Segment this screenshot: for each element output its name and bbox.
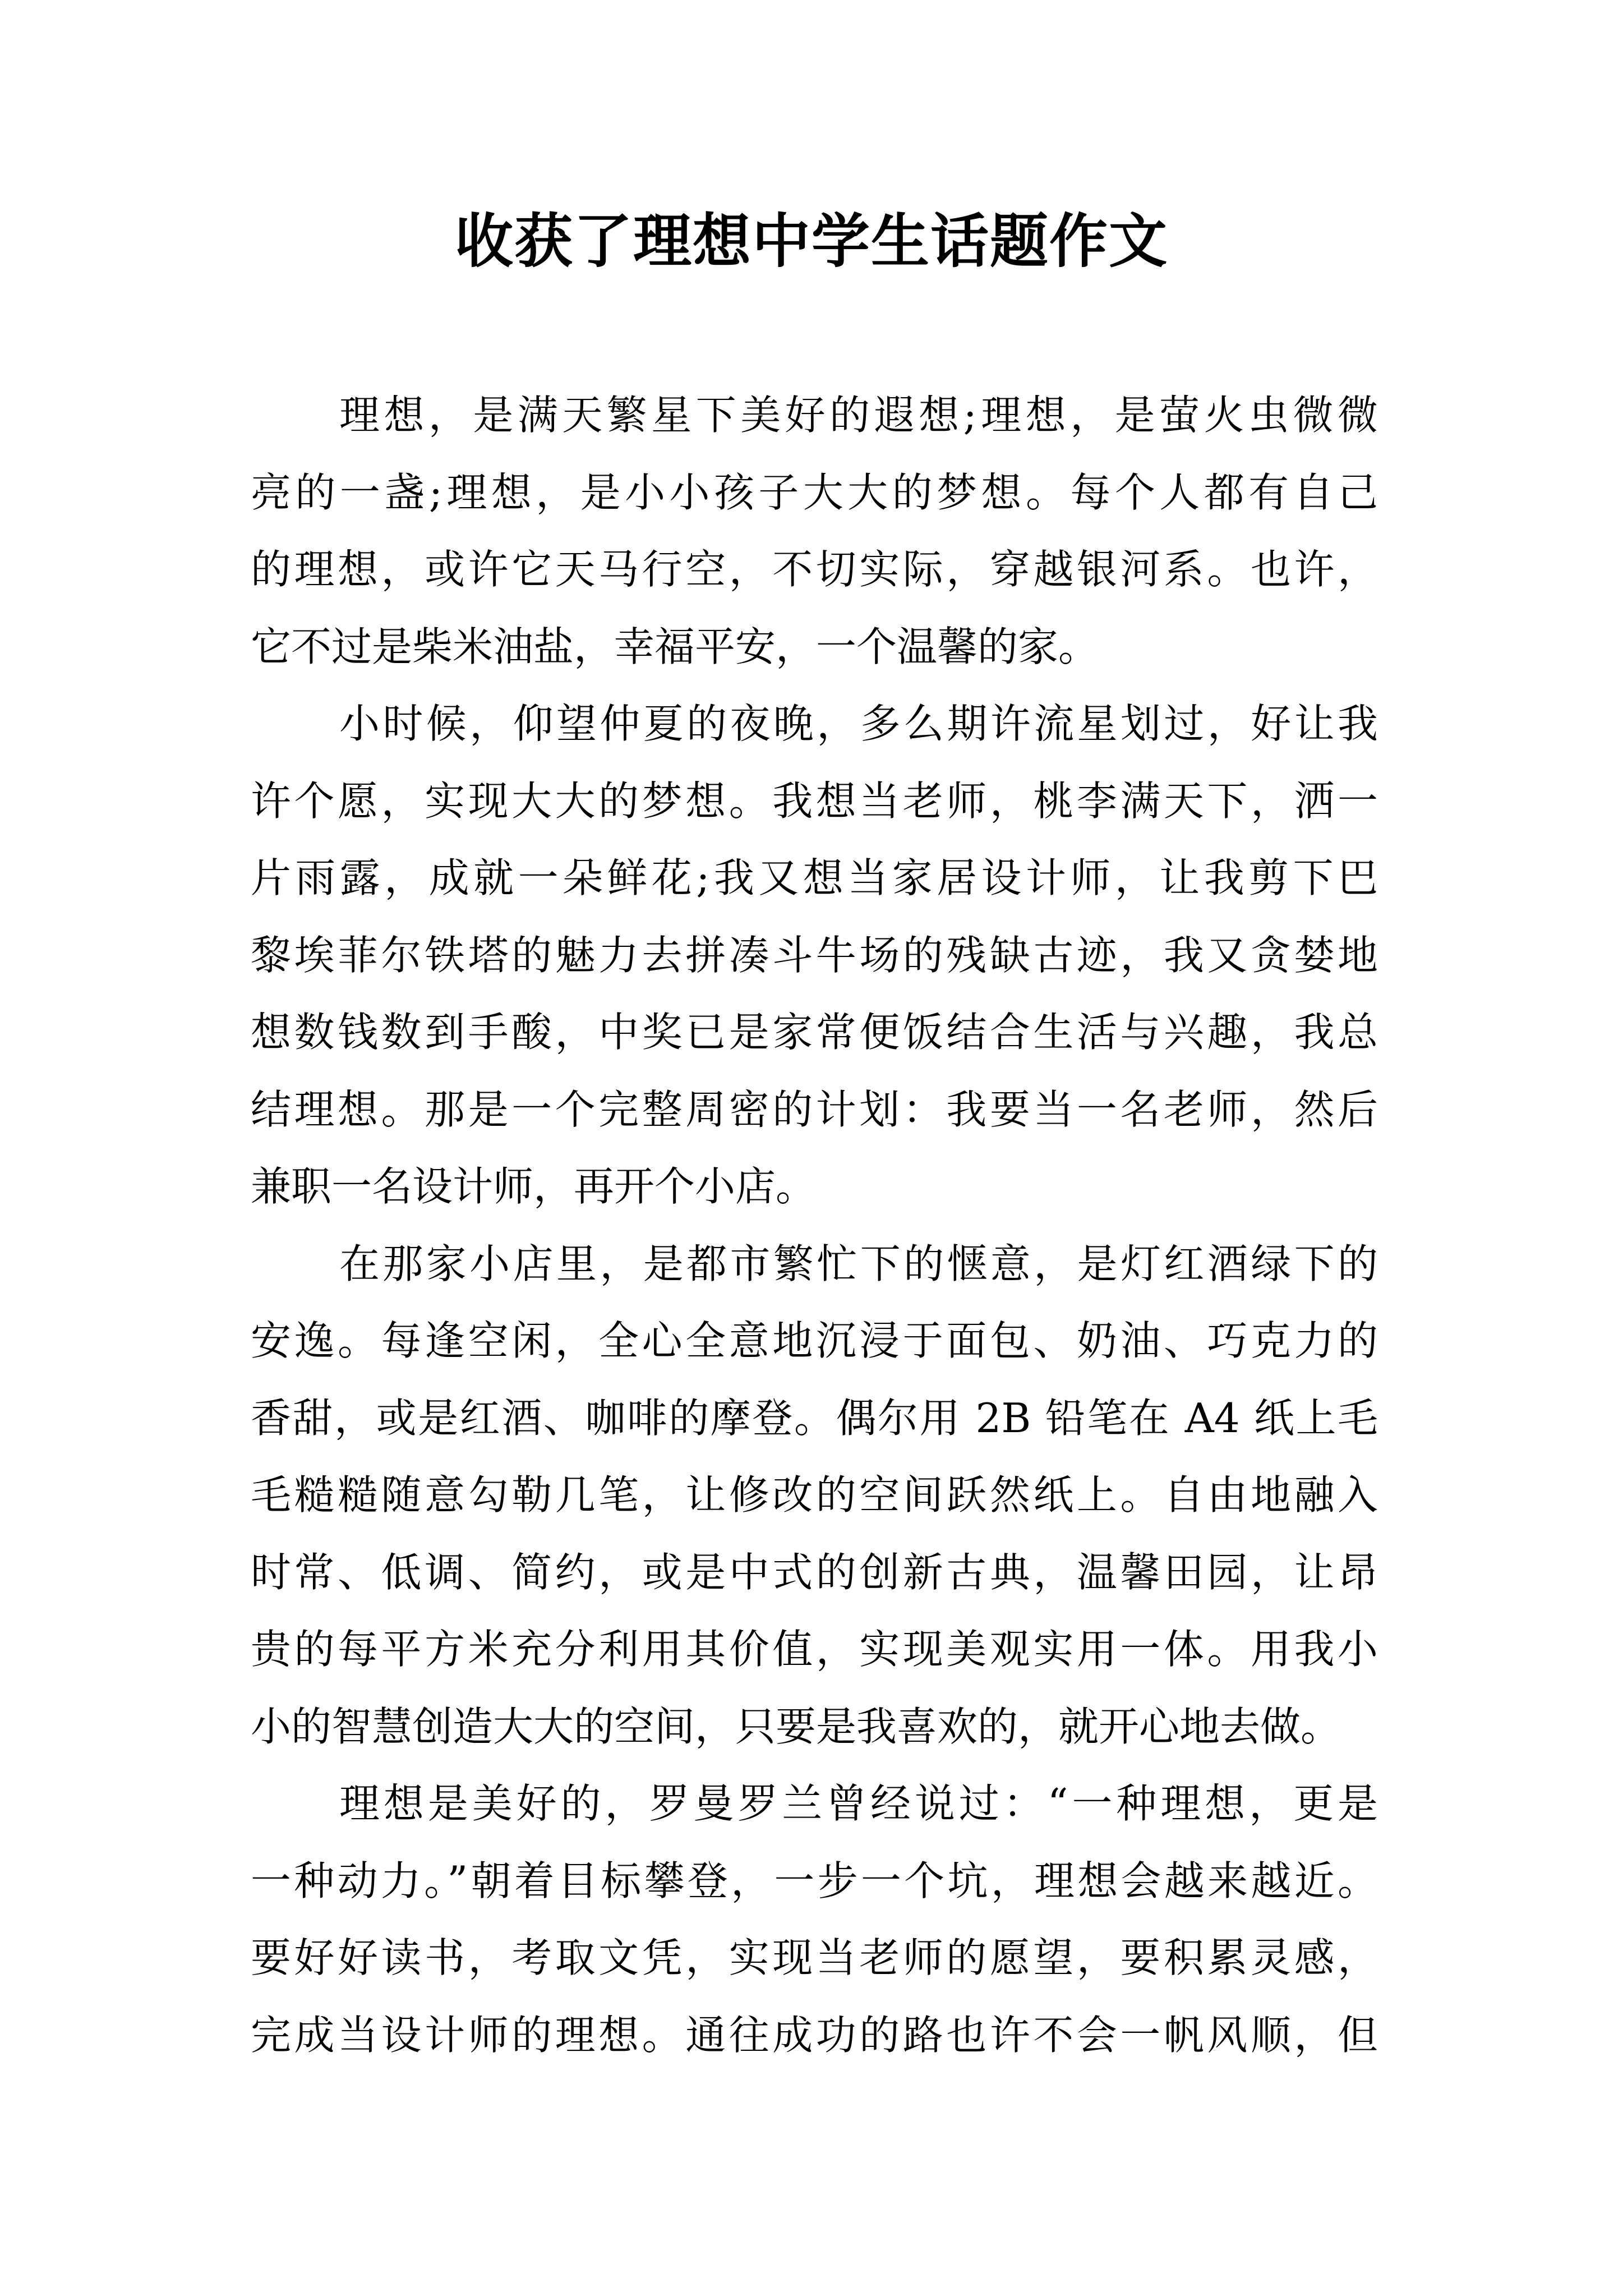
- paragraph-line: 小时候，仰望仲夏的夜晚，多么期许流星划过，好让我: [339, 700, 1378, 747]
- paragraph-line: 时常、低调、简约，或是中式的创新古典，温馨田园，让昂: [251, 1548, 1378, 1596]
- document-body: [251, 377, 1378, 2074]
- paragraph-line: 理想，是满天繁星下美好的遐想;理想，是萤火虫微微: [339, 392, 1378, 439]
- paragraph-line: 亮的一盏;理想，是小小孩子大大的梦想。每个人都有自己: [251, 468, 1378, 516]
- paragraph-line: 完成当设计师的理想。通往成功的路也许不会一帆风顺，但: [251, 2011, 1378, 2059]
- paragraph-line: 贵的每平方米充分利用其价值，实现美观实用一体。用我小: [251, 1626, 1378, 1673]
- paragraph-line: 香甜，或是红酒、咖啡的摩登。偶尔用 2B 铅笔在 A4 纸上毛: [251, 1394, 1378, 1442]
- paragraph-line: 许个愿，实现大大的梦想。我想当老师，桃李满天下，洒一: [251, 777, 1378, 825]
- paragraph-line: 在那家小店里，是都市繁忙下的惬意，是灯红酒绿下的: [339, 1240, 1378, 1287]
- paragraph-line: 安逸。每逢空闲，全心全意地沉浸于面包、奶油、巧克力的: [251, 1317, 1378, 1364]
- paragraph-line: 的理想，或许它天马行空，不切实际，穿越银河系。也许，: [251, 546, 1378, 593]
- paragraph-line: 片雨露，成就一朵鲜花;我又想当家居设计师，让我剪下巴: [251, 854, 1378, 901]
- paragraph-line: 它不过是柴米油盐，幸福平安，一个温馨的家。: [251, 623, 1099, 670]
- paragraph-line: 要好好读书，考取文凭，实现当老师的愿望，要积累灵感，: [251, 1934, 1378, 1981]
- paragraph-line: 一种动力。”朝着目标攀登，一步一个坑，理想会越来越近。: [251, 1857, 1378, 1904]
- paragraph-line: 理想是美好的，罗曼罗兰曾经说过：“一种理想，更是: [339, 1780, 1378, 1827]
- document-title: 收获了理想中学生话题作文: [454, 206, 1168, 275]
- paragraph-line: 小的智慧创造大大的空间，只要是我喜欢的，就开心地去做。: [251, 1703, 1341, 1750]
- paragraph-line: 黎埃菲尔铁塔的魅力去拼凑斗牛场的残缺古迹，我又贪婪地: [251, 931, 1378, 979]
- paragraph-line: 毛糙糙随意勾勒几笔，让修改的空间跃然纸上。自由地融入: [251, 1471, 1378, 1519]
- paragraph-line: 兼职一名设计师，再开个小店。: [251, 1163, 817, 1210]
- paragraph-line: 结理想。那是一个完整周密的计划：我要当一名老师，然后: [251, 1085, 1378, 1133]
- paragraph-line: 想数钱数到手酸，中奖已是家常便饭结合生活与兴趣，我总: [251, 1009, 1378, 1056]
